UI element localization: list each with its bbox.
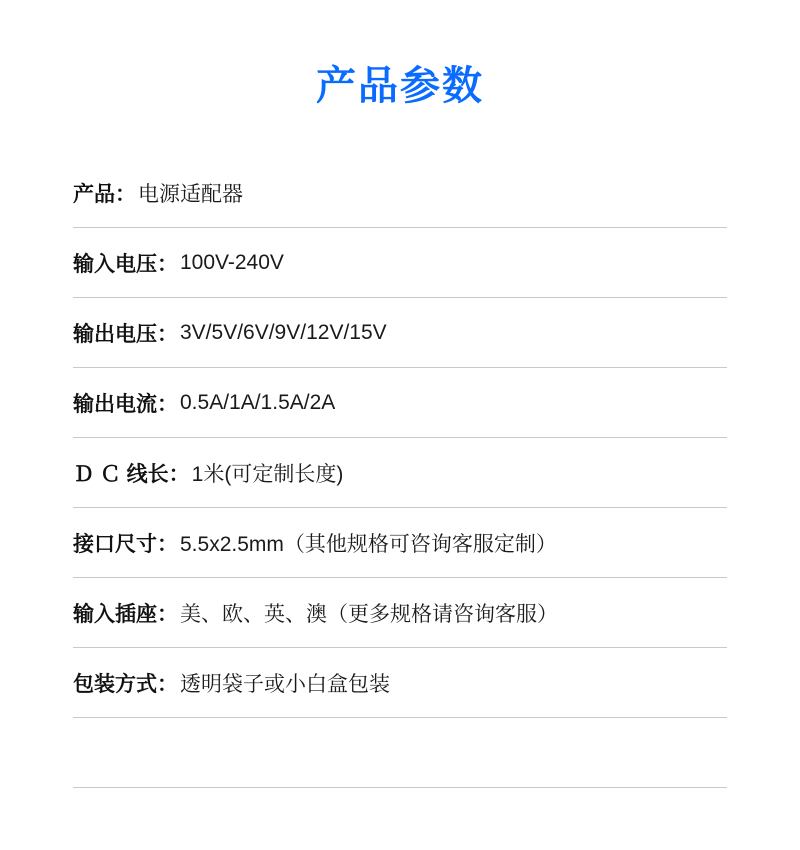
table-row	[73, 368, 727, 438]
table-row	[73, 158, 727, 228]
spec-value: 0.5A/1A/1.5A/2A	[180, 390, 336, 414]
spec-label: 输入电压：	[73, 252, 178, 276]
spec-value: 透明袋子或小白盒包装	[180, 672, 390, 696]
spec-value: 美、欧、英、澳（更多规格请咨询客服）	[180, 602, 558, 626]
spec-value: 3V/5V/6V/9V/12V/15V	[180, 320, 387, 344]
spec-value: 100V-240V	[180, 250, 284, 274]
table-row	[73, 508, 727, 578]
spec-label: 产品：	[73, 182, 136, 206]
table-row-empty	[73, 718, 727, 788]
spec-label: 输入插座：	[73, 602, 178, 626]
spec-value: 电源适配器	[138, 182, 243, 206]
spec-table	[73, 158, 727, 788]
spec-label: 输出电压：	[73, 322, 178, 346]
table-row	[73, 578, 727, 648]
spec-label: 包装方式：	[73, 672, 178, 696]
spec-value: 5.5x2.5mm（其他规格可咨询客服定制）	[180, 532, 557, 556]
spec-label: 接口尺寸：	[73, 532, 178, 556]
table-row	[73, 648, 727, 718]
table-row	[73, 438, 727, 508]
table-row	[73, 298, 727, 368]
spec-label: Ｄ Ｃ 线长：	[73, 462, 190, 486]
spec-value: 1米(可定制长度)	[191, 462, 344, 486]
spec-label: 输出电流：	[73, 392, 178, 416]
page-title: 产品参数	[316, 64, 484, 108]
table-row	[73, 228, 727, 298]
